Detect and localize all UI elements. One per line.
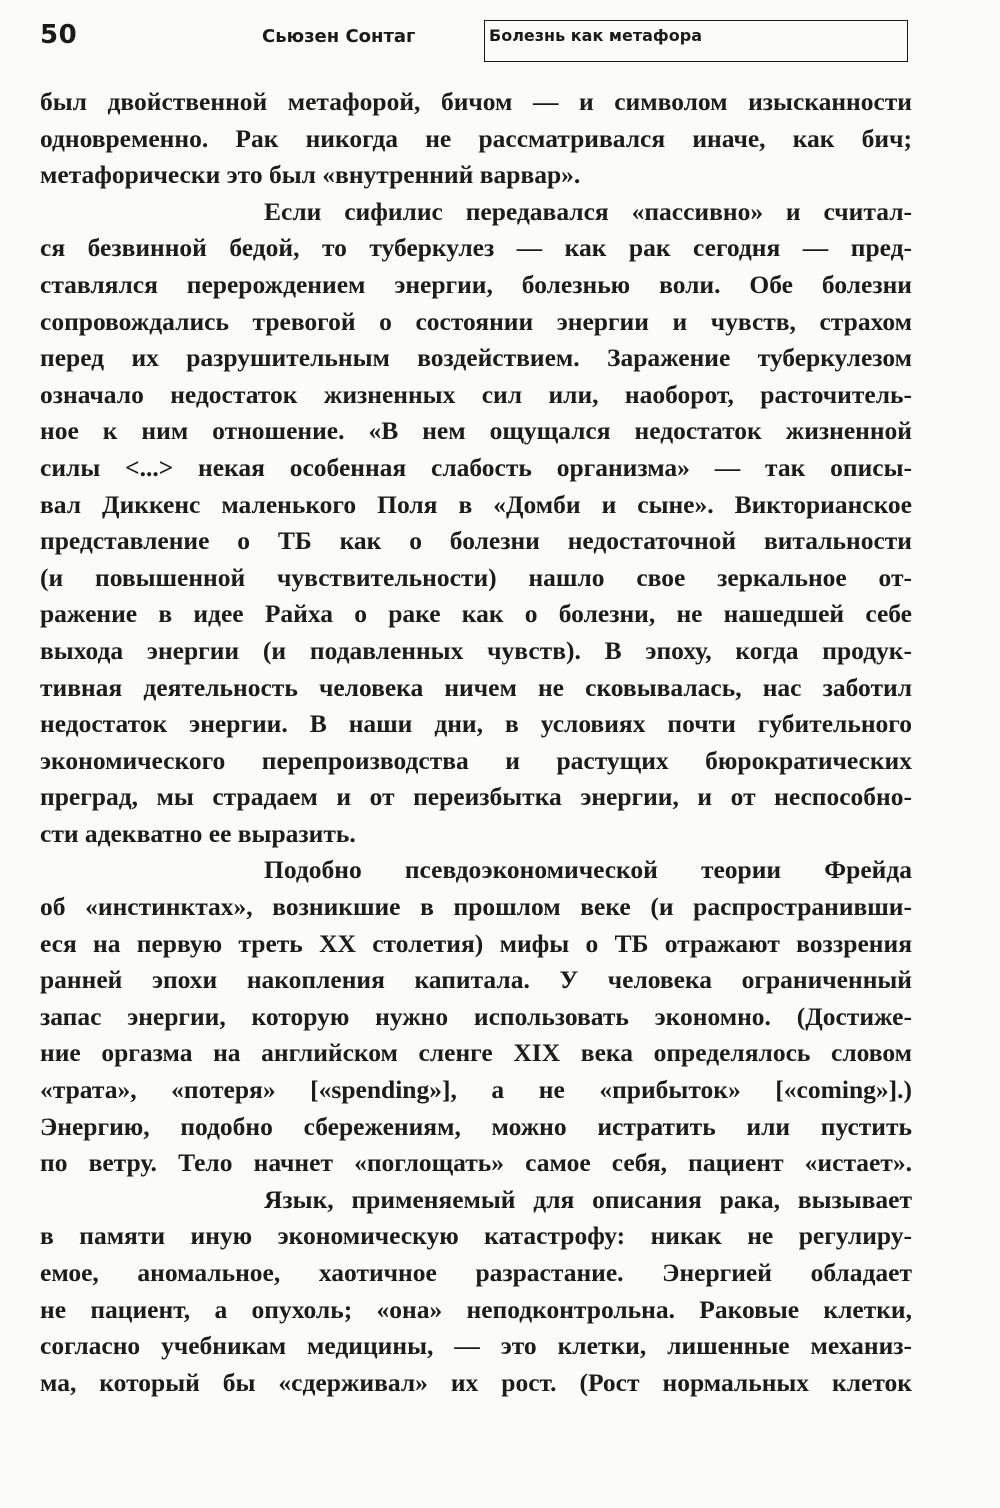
text-line: ранней эпохи накопления капитала. У человека ограниченный bbox=[40, 965, 912, 995]
text-line: экономического перепроизводства и растущих бюрократических bbox=[40, 745, 912, 775]
text-line: тивная деятельность человека ничем не сковывалась, нас заботил bbox=[40, 672, 912, 702]
text-line: сти адекватно ее выразить. bbox=[40, 818, 356, 848]
text-line: силы <...> некая особенная слабость организма» — так описы- bbox=[40, 452, 912, 482]
text-line: выхода энергии (и подавленных чувств). В эпоху, когда продук- bbox=[40, 635, 912, 665]
text-line: не пациент, а опухоль; «она» неподконтрольна. Раковые клетки, bbox=[40, 1294, 912, 1324]
text-line: «трата», «потеря» [«spending»], а не «прибыток» [«coming»].) bbox=[40, 1075, 912, 1105]
page-number: 50 bbox=[40, 20, 78, 50]
text-line: ма, который бы «сдерживал» их рост. (Рост нормальных клеток bbox=[40, 1367, 912, 1397]
text-line: еся на первую треть XX столетия) мифы о ТБ отражают воззрения bbox=[40, 928, 912, 958]
running-header-title: Болезнь как метафора bbox=[489, 26, 702, 45]
text-line: согласно учебникам медицины, — это клетки, лишенные механиз- bbox=[40, 1331, 912, 1361]
text-line: вал Диккенс маленького Поля в «Домби и сыне». Викторианское bbox=[40, 489, 912, 519]
paragraph-start-line: Если сифилис передавался «пассивно» и считал- bbox=[264, 196, 912, 226]
running-header-author: Сьюзен Сонтаг bbox=[262, 26, 416, 47]
text-line: преград, мы страдаем и от переизбытка энергии, и от неспособно- bbox=[40, 782, 912, 812]
text-line: был двойственной метафорой, бичом — и символом изысканности bbox=[40, 87, 912, 116]
text-line: сопровождались тревогой о состоянии энергии и чувств, страхом bbox=[40, 306, 912, 336]
text-line: по ветру. Тело начнет «поглощать» самое себя, пациент «истает». bbox=[40, 1148, 912, 1178]
text-line: означало недостаток жизненных сил или, наоборот, расточитель- bbox=[40, 379, 912, 409]
text-line: одновременно. Рак никогда не рассматривался иначе, как бич; bbox=[40, 123, 912, 153]
text-line: Энергию, подобно сбережениям, можно истратить или пустить bbox=[40, 1111, 912, 1141]
running-header-title-box bbox=[484, 20, 908, 62]
text-line: емое, аномальное, хаотичное разрастание. Энергией обладает bbox=[40, 1258, 912, 1287]
text-line: метафорически это был «внутренний варвар». bbox=[40, 160, 581, 190]
body-text bbox=[40, 84, 912, 1401]
text-line: перед их разрушительным воздействием. Заражение туберкулезом bbox=[40, 343, 912, 373]
text-line: (и повышенной чувствительности) нашло свое зеркальное от- bbox=[40, 562, 912, 592]
text-line: ражение в идее Райха о раке как о болезни, не нашедшей себе bbox=[40, 599, 912, 629]
text-line: представление о ТБ как о болезни недостаточной витальности bbox=[40, 526, 912, 556]
paragraph-start-line: Язык, применяемый для описания рака, вызывает bbox=[264, 1184, 912, 1214]
text-line: ное к ним отношение. «В нем ощущался недостаток жизненной bbox=[40, 416, 912, 446]
text-line: запас энергии, которую нужно использовать экономно. (Достиже- bbox=[40, 1001, 912, 1031]
text-line: об «инстинктах», возникшие в прошлом веке (и распространивши- bbox=[40, 892, 912, 922]
text-line: недостаток энергии. В наши дни, в условиях почти губительного bbox=[40, 709, 912, 739]
text-line: ставлялся перерождением энергии, болезнью воли. Обе болезни bbox=[40, 269, 912, 299]
text-line: ние оргазма на английском сленге XIX века определялось словом bbox=[40, 1038, 912, 1068]
text-line: в памяти иную экономическую катастрофу: никак не регулиру- bbox=[40, 1221, 912, 1251]
text-line: ся безвинной бедой, то туберкулез — как рак сегодня — пред- bbox=[40, 233, 912, 263]
paragraph-start-line: Подобно псевдоэкономической теории Фрейда bbox=[264, 855, 912, 885]
